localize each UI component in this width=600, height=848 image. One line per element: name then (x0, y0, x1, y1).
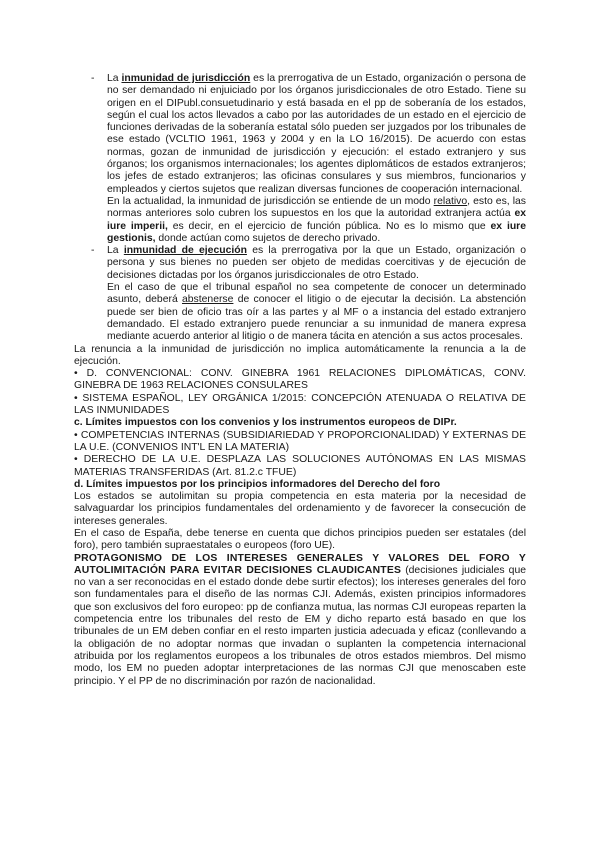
term-inmunidad-ejecucion: inmunidad de ejecución (123, 245, 247, 257)
inmunidad-relativa-paragraph (74, 196, 526, 245)
term-relativo: relativo (433, 195, 468, 207)
bullet-dash: - (91, 245, 95, 257)
text-run: La (107, 73, 122, 84)
document-body (74, 73, 526, 688)
derecho-ue-bullet: • DERECHO DE LA U.E. DESPLAZA LAS SOLUCIONES AUTÓNOMAS EN LAS MISMAS MATERIAS TRANSFERIDAS (Art. 81.2.c TFUE) (74, 454, 526, 478)
text-run: es decir, en el ejercicio de función pública. No es lo mismo que (167, 220, 491, 232)
text-run: es la prerrogativa de un Estado, organización o persona de no ser demandado ni enjuiciado por los órganos jurisdiccionales de otro Estado. Tiene su origen en el DIPubl.consuetudinario y está basada en el pp de soberanía de los estados, según el cual los actos llevados a cabo por las autoridades de un estado en el ejercicio de funciones derivadas de la soberanía estatal sólo pueden ser juzgados por los tribunales de ese estado (VCLTIO 1961, 1963 y 2004 y en la LO 16/2015). De acuerdo con estas normas, gozan de inmunidad de jurisdicción y ejecución: el estado extranjero y sus órganos; los organismos internacionales; los agentes diplomáticos de estados extranjeros; los jefes de estado extranjeros; las oficinas consulares y sus miembros, funcionarios y empleados y ciertos sujetos que realizan diversas funciones de cooperación internacional. (107, 73, 526, 195)
competencias-bullet: • COMPETENCIAS INTERNAS (SUBSIDIARIEDAD Y PROPORCIONALIDAD) Y EXTERNAS DE LA U.E. (CONVENIOS INT'L EN LA MATERIA) (74, 429, 526, 453)
term-abstenerse: abstenerse (182, 294, 234, 306)
bullet-dash: - (91, 73, 95, 84)
autolimitacion-paragraph: Los estados se autolimitan su propia competencia en esta materia por la necesidad de salvaguardar los principios fundamentales del ordenamiento y de favorecer la consecución de intereses generales. (74, 491, 526, 527)
sistema-espanol-bullet: • SISTEMA ESPAÑOL, LEY ORGÁNICA 1/2015: CONCEPCIÓN ATENUADA O RELATIVA DE LAS INMUNIDADES (74, 392, 526, 417)
text-run: (decisiones judiciales que no van a ser reconocidas en el estado donde debe surtir efectos); los intereses generales del foro son fundamentales para el diseño de las normas CJI. Además, existen principios informadores que son exclusivos del foro europeo: pp de confianza mutua, las normas CJI europeas reparten la competencia entre los tribunales del resto de EM y dicho reparto está basado en que los tribunales de un EM deben confiar en el resto imparten justicia adecuada y eficaz (conllevando a la obligación de no adoptar normas que invadan o suplanten la competencia internacional atribuida por los reglamentos europeos a los tribunales de otros estados miembros. Del mismo modo, los EM no pueden adoptar interpretaciones de las normas CJI que menoscaben este principio. Y el PP de no discriminación por razón de nacionalidad. (74, 564, 526, 687)
renuncia-paragraph: La renuncia a la inmunidad de jurisdicción no implica automáticamente la renuncia a la de ejecución. (74, 343, 526, 367)
protagonismo-paragraph (74, 553, 526, 688)
text-run: de conocer el litigio o de ejecutar la decisión. La abstención puede ser bien de oficio tras oír a las partes y al MF o a instancia del estado extranjero demandado. El estado extranjero puede renunciar a su inmunidad de manera expresa mediante acuerdo anterior al litigio o de manera tácita en atención a sus actos procesales. (107, 294, 526, 343)
inmunidad-ejecucion-paragraph (74, 245, 526, 282)
term-inmunidad-jurisdiccion: inmunidad de jurisdicción (121, 73, 251, 84)
term-ex-iure-gestionis: ex iure gestionis, (107, 220, 526, 244)
text-run: es la prerrogativa por la que un Estado, organización o persona y sus bienes no pueden ser objeto de medidas coercitivas y de ejecución de decisiones dictadas por los órganos jurisdiccionales de otro Estado. (107, 245, 526, 281)
convencional-bullet: • D. CONVENCIONAL: CONV. GINEBRA 1961 RELACIONES DIPLOMÁTICAS, CONV. GINEBRA DE 1963 RELACIONES CONSULARES (74, 368, 526, 392)
protagonismo-heading: PROTAGONISMO DE LOS INTERESES GENERALES Y VALORES DEL FORO Y AUTOLIMITACIÓN PARA EVITAR DECISIONES CLAUDICANTES (74, 552, 526, 576)
text-run: En el caso de que el tribunal español no sea competente de conocer un determinado asunto, deberá (107, 282, 526, 306)
abstencion-paragraph (74, 282, 526, 343)
espana-paragraph: En el caso de España, debe tenerse en cuenta que dichos principios pueden ser estatales (del foro), pero también supraestatales o europeos (foro UE). (74, 527, 526, 552)
text-run: En la actualidad, la inmunidad de jurisdicción se entiende de un modo (107, 195, 434, 207)
heading-d: d. Límites impuestos por los principios informadores del Derecho del foro (74, 478, 441, 490)
heading-c: c. Límites impuestos con los convenios y los instrumentos europeos de DIPr. (74, 417, 457, 429)
text-run: La (107, 245, 124, 257)
text-run: , esto es, las normas anteriores solo cubren los supuestos en los que la autoridad extranjera actúa (107, 195, 526, 220)
inmunidad-jurisdiccion-paragraph (74, 73, 526, 196)
text-run: donde actúan como sujetos de derecho privado. (155, 232, 381, 244)
term-ex-iure-imperii: ex iure imperii, (107, 208, 526, 232)
